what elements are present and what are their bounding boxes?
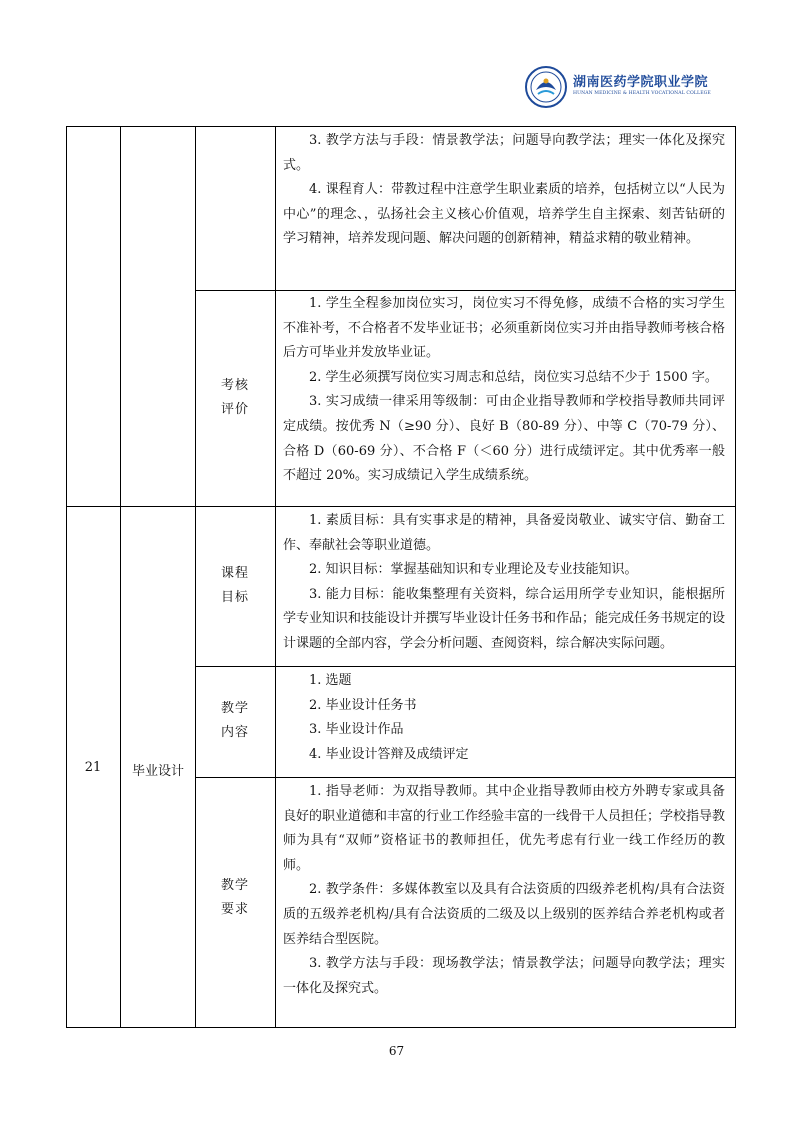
content-item: 2. 毕业设计任务书 xyxy=(309,697,417,713)
assessment-content xyxy=(283,292,725,489)
requirement-paragraph: 3. 教学方法与手段：情景教学法；问题导向教学法；理实一体化及探究式。 xyxy=(283,133,725,173)
teaching-requirements xyxy=(283,780,725,1001)
school-name-cn: 湖南医药学院职业学院 xyxy=(573,75,709,90)
requirement-paragraph: 1. 指导老师：为双指导教师。其中企业指导教师由校方外聘专家或具备良好的职业道德和丰富的行业工作经验丰富的一线骨干人员担任；学校指导教师为具有“双师”资格证书的教师担任，优先考虑有行业一线工作经历的教师。 xyxy=(283,784,726,873)
row-divider-requirements xyxy=(195,777,735,778)
assessment-paragraph: 1. 学生全程参加岗位实习，岗位实习不得免修，成绩不合格的实习学生不准补考，不合格者不发毕业证书；必须重新岗位实习并由指导教师考核合格后方可毕业并发放毕业证。 xyxy=(283,296,726,361)
row-divider-content xyxy=(195,666,735,667)
teaching-content xyxy=(283,669,725,767)
goals-label: 课程 目标 xyxy=(220,566,249,605)
goal-paragraph: 3. 能力目标：能收集整理有关资料，综合运用所学专业知识，能根据所学专业知识和技能设计并撰写毕业设计任务书和作品；能完成任务书规定的设计课题的全部内容，学会分析问题、查阅资料，综合解决实际问题。 xyxy=(283,586,726,651)
content-item: 1. 选题 xyxy=(309,673,352,688)
teaching-requirements-cont xyxy=(283,129,725,252)
college-emblem-icon xyxy=(525,66,567,108)
college-logo xyxy=(525,66,725,110)
content-item: 4. 毕业设计答辩及成绩评定 xyxy=(309,746,469,762)
col-divider-3 xyxy=(275,126,276,1027)
row-number: 21 xyxy=(84,760,102,775)
school-name-en: HUNAN MEDICINE & HEALTH VOCATIONAL COLLEGE xyxy=(573,91,711,96)
col-divider-1 xyxy=(120,126,121,1027)
assessment-paragraph: 3. 实习成绩一律采用等级制：可由企业指导教师和学校指导教师共同评定成绩。按优秀 N（≥90 分）、良好 B（80-89 分）、中等 C（70-79 分）、合格 D（60-69 分）、不合格 F（＜60 分）进行成绩评定。其中优秀率一般不超过 20%。实习成绩记入学生成绩系统。 xyxy=(283,394,725,484)
row-divider-21 xyxy=(66,506,735,507)
requirements-label: 教学 要求 xyxy=(220,878,249,917)
goal-paragraph: 2. 知识目标：掌握基础知识和专业理论及专业技能知识。 xyxy=(309,562,638,578)
requirement-paragraph: 2. 教学条件：多媒体教室以及具有合法资质的四级养老机构/具有合法资质的五级养老机构/具有合法资质的二级及以上级别的医养结合养老机构或者医养结合型医院。 xyxy=(283,882,725,947)
row-divider-assessment xyxy=(195,290,735,291)
requirement-paragraph: 3. 教学方法与手段：现场教学法；情景教学法；问题导向教学法；理实一体化及探究式。 xyxy=(283,956,725,996)
content-label: 教学 内容 xyxy=(220,701,249,740)
course-goals xyxy=(283,509,725,657)
goal-paragraph: 1. 素质目标：具有实事求是的精神，具备爱岗敬业、诚实守信、勤奋工作、奉献社会等职业道德。 xyxy=(283,513,725,553)
assessment-paragraph: 2. 学生必须撰写岗位实习周志和总结，岗位实习总结不少于 1500 字。 xyxy=(309,369,718,385)
assessment-label: 考核 评价 xyxy=(220,378,249,417)
course-name: 毕业设计 xyxy=(131,764,184,779)
requirement-paragraph: 4. 课程育人：带教过程中注意学生职业素质的培养，包括树立以“人民为中心”的理念、，弘扬社会主义核心价值观，培养学生自主探索、刻苦钻研的学习精神，培养发现问题、解决问题的创新精神，精益求精的敬业精神。 xyxy=(283,182,725,247)
page-number: 67 xyxy=(388,1044,405,1058)
content-item: 3. 毕业设计作品 xyxy=(309,722,404,738)
